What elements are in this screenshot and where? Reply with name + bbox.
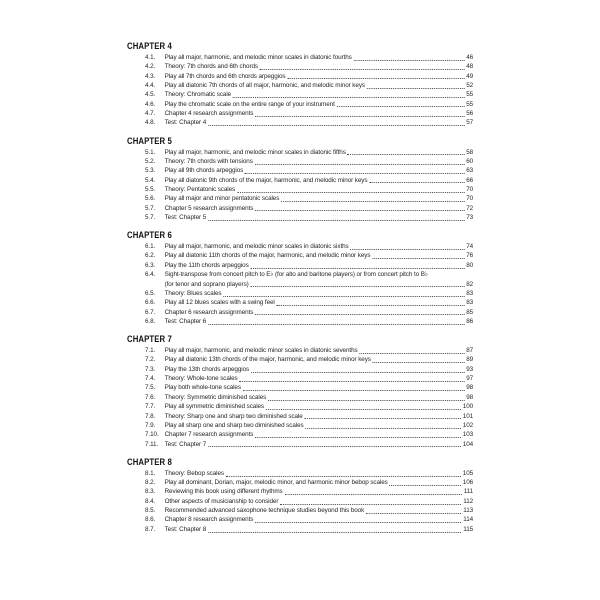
dot-leader <box>369 182 464 183</box>
page-number: 114 <box>463 516 474 524</box>
toc-entry <box>145 261 473 270</box>
entry-title: Theory: 7th chords and 6th chords <box>164 63 258 71</box>
entry-title: Recommended advanced saxophone technique studies beyond this book <box>164 507 365 515</box>
dot-leader <box>372 258 464 259</box>
page-number: 66 <box>466 176 474 184</box>
entry-number: 8.4. <box>145 497 156 505</box>
entry-number: 6.3. <box>145 261 156 269</box>
entry-number: 5.1. <box>145 148 156 156</box>
entry-title: Theory: Pentatonic scales <box>164 185 236 193</box>
entry-title: Play all major, harmonic, and melodic minor scales in diatonic fourths <box>164 53 352 61</box>
dot-leader <box>367 88 464 89</box>
dot-leader <box>208 125 464 126</box>
entry-number: 7.7. <box>145 403 156 411</box>
dot-leader <box>260 69 464 70</box>
dot-leader <box>208 220 464 221</box>
page-number: 70 <box>466 185 474 193</box>
toc-entry <box>145 251 473 260</box>
page-number: 63 <box>466 167 474 175</box>
entry-title: Play all major, harmonic, and melodic minor scales in diatonic sevenths <box>164 347 358 355</box>
toc-entry <box>145 440 473 449</box>
toc-entry-continuation <box>145 280 473 289</box>
dot-leader <box>243 390 465 391</box>
toc-entry <box>145 194 473 203</box>
dot-leader <box>255 314 464 315</box>
page-number: 98 <box>466 393 474 401</box>
dot-leader <box>280 504 461 505</box>
entry-title: Test: Chapter 8 <box>164 525 207 533</box>
entry-number: 8.6. <box>145 516 156 524</box>
chapter-block <box>127 230 473 326</box>
dot-leader <box>208 532 461 533</box>
entry-title: Theory: Blues scales <box>164 289 222 297</box>
dot-leader <box>251 268 465 269</box>
toc-entry <box>145 118 473 127</box>
page-number: 112 <box>463 497 474 505</box>
entry-number: 4.1. <box>145 53 156 61</box>
dot-leader <box>359 353 464 354</box>
page-number: 55 <box>466 100 474 108</box>
dot-leader <box>284 494 461 495</box>
entry-title: Test: Chapter 5 <box>164 213 207 221</box>
dot-leader <box>281 201 464 202</box>
toc-entry <box>145 374 473 383</box>
page-number: 76 <box>466 252 474 260</box>
toc-entry <box>145 53 473 62</box>
chapter-heading: CHAPTER 6 <box>127 230 172 242</box>
entry-number: 5.2. <box>145 157 156 165</box>
dot-leader <box>255 522 461 523</box>
chapter-items <box>145 242 473 326</box>
chapter-heading: CHAPTER 7 <box>127 334 172 346</box>
page-number: 83 <box>466 299 474 307</box>
dot-leader <box>268 400 464 401</box>
toc-entry <box>145 412 473 421</box>
entry-number: 8.2. <box>145 479 156 487</box>
page-number: 80 <box>466 261 474 269</box>
toc-entry <box>145 506 473 515</box>
entry-number: 4.2. <box>145 63 156 71</box>
page-number: 57 <box>466 119 474 127</box>
entry-title: Theory: Chromatic scale <box>164 91 232 99</box>
entry-title: Play the chromatic scale on the entire range of your instrument <box>164 100 335 108</box>
entry-title: Play the 13th chords arpeggios <box>164 365 250 373</box>
page-number: 46 <box>466 53 474 61</box>
entry-title: Play all symmetric diminished scales <box>164 403 265 411</box>
toc-entry <box>145 355 473 364</box>
toc-entry <box>145 393 473 402</box>
page-number: 86 <box>466 317 474 325</box>
table-of-contents <box>127 33 473 540</box>
dot-leader <box>266 409 461 410</box>
dot-leader <box>255 210 464 211</box>
page-number: 113 <box>463 507 474 515</box>
dot-leader <box>255 116 464 117</box>
toc-entry <box>145 185 473 194</box>
entry-title: Play all major, harmonic, and melodic minor scales in diatonic sixths <box>164 243 349 251</box>
dot-leader <box>245 173 464 174</box>
entry-title: Theory: 7th chords with tensions <box>164 157 253 165</box>
page-number: 55 <box>466 91 474 99</box>
entry-number: 4.3. <box>145 72 156 80</box>
entry-number: 7.10. <box>145 431 159 439</box>
toc-entry <box>145 100 473 109</box>
dot-leader <box>239 381 464 382</box>
entry-number: 4.7. <box>145 109 156 117</box>
toc-entry <box>145 308 473 317</box>
chapter-block <box>127 136 473 223</box>
entry-title: Play all sharp one and sharp two diminished scales <box>164 421 304 429</box>
dot-leader <box>277 305 465 306</box>
entry-number: 5.3. <box>145 167 156 175</box>
toc-entry <box>145 365 473 374</box>
toc-entry <box>145 166 473 175</box>
entry-number: 8.1. <box>145 469 156 477</box>
toc-entry <box>145 81 473 90</box>
page-number: 72 <box>466 204 474 212</box>
entry-number: 5.7. <box>145 213 156 221</box>
entry-title: Chapter 6 research assignments <box>164 308 254 316</box>
page-number: 60 <box>466 157 474 165</box>
entry-number: 5.4. <box>145 176 156 184</box>
page-number: 49 <box>466 72 474 80</box>
entry-title: Play all diatonic 13th chords of the major, harmonic, and melodic minor keys <box>164 356 371 364</box>
dot-leader <box>350 249 464 250</box>
page-number: 115 <box>463 525 474 533</box>
page-number: 97 <box>466 375 474 383</box>
dot-leader <box>226 476 461 477</box>
entry-title: Play both whole-tone scales <box>164 384 241 392</box>
entry-number: 6.8. <box>145 317 156 325</box>
dot-leader <box>337 106 465 107</box>
page-number: 89 <box>466 356 474 364</box>
dot-leader <box>305 418 461 419</box>
chapter-block <box>127 41 473 128</box>
dot-leader <box>208 446 461 447</box>
entry-title: Chapter 5 research assignments <box>164 204 254 212</box>
toc-entry <box>145 213 473 222</box>
chapter-block <box>127 334 473 449</box>
entry-number: 8.7. <box>145 525 156 533</box>
toc-entry <box>145 204 473 213</box>
entry-number: 4.5. <box>145 91 156 99</box>
page-number: 100 <box>462 403 474 411</box>
entry-number: 7.6. <box>145 393 156 401</box>
entry-number: 8.5. <box>145 507 156 515</box>
entry-number: 6.1. <box>145 243 156 251</box>
entry-title: Play the 11th chords arpeggios <box>164 261 249 269</box>
entry-title: Sight-transpose from concert pitch to E♭ (for alto and baritone players) or from concert pitch to B♭ <box>164 271 428 279</box>
toc-entry <box>145 176 473 185</box>
toc-entry <box>145 317 473 326</box>
toc-entry <box>145 72 473 81</box>
chapter-items <box>145 148 473 223</box>
dot-leader <box>366 513 461 514</box>
entry-number: 5.7. <box>145 204 156 212</box>
page-number: 105 <box>462 469 474 477</box>
page-number: 83 <box>466 289 474 297</box>
toc-entry <box>145 289 473 298</box>
dot-leader <box>237 192 464 193</box>
entry-title: Play all diatonic 11th chords of the major, harmonic, and melodic minor keys <box>164 252 371 260</box>
dot-leader <box>255 164 465 165</box>
toc-entry <box>145 430 473 439</box>
toc-entry <box>145 421 473 430</box>
entry-title: Play all 7th chords and 6th chords arpeggios <box>164 72 286 80</box>
entry-title: Chapter 8 research assignments <box>164 516 254 524</box>
toc-entry <box>145 157 473 166</box>
page-number: 85 <box>466 308 474 316</box>
page-number: 106 <box>462 479 474 487</box>
toc-entry <box>145 469 473 478</box>
page-number: 103 <box>462 431 474 439</box>
entry-number: 5.6. <box>145 195 156 203</box>
page-number: 52 <box>466 81 474 89</box>
entry-number: 7.1. <box>145 347 156 355</box>
toc-entry <box>145 148 473 157</box>
dot-leader <box>305 428 460 429</box>
toc-entry <box>145 242 473 251</box>
entry-number: 6.2. <box>145 252 156 260</box>
toc-entry <box>145 515 473 524</box>
page-number: 101 <box>462 412 474 420</box>
entry-number: 7.3. <box>145 365 156 373</box>
dot-leader <box>208 324 464 325</box>
entry-title: Play all 12 blues scales with a swing feel <box>164 299 275 307</box>
toc-entry <box>145 270 473 279</box>
chapter-items <box>145 53 473 128</box>
entry-title: Test: Chapter 7 <box>164 440 207 448</box>
toc-entry <box>145 497 473 506</box>
entry-number: 6.6. <box>145 299 156 307</box>
toc-entry <box>145 109 473 118</box>
toc-entry <box>145 298 473 307</box>
page-number: 48 <box>466 63 474 71</box>
entry-title: Test: Chapter 6 <box>164 317 207 325</box>
page-number: 104 <box>462 440 474 448</box>
entry-number: 8.3. <box>145 488 156 496</box>
toc-entry <box>145 62 473 71</box>
entry-number: 6.7. <box>145 308 156 316</box>
entry-number: 7.4. <box>145 375 156 383</box>
entry-title: Chapter 7 research assignments <box>164 431 254 439</box>
entry-title: Play all major, harmonic, and melodic minor scales in diatonic fifths <box>164 148 346 156</box>
page-number: 74 <box>466 243 474 251</box>
page-number: 111 <box>463 488 474 496</box>
page-number: 56 <box>466 109 474 117</box>
entry-number: 4.4. <box>145 81 156 89</box>
entry-title: Play all 9th chords arpeggios <box>164 167 244 175</box>
toc-entry <box>145 346 473 355</box>
page-number: 87 <box>466 347 474 355</box>
chapter-heading: CHAPTER 8 <box>127 456 172 468</box>
page-number: 58 <box>466 148 474 156</box>
toc-entry <box>145 402 473 411</box>
dot-leader <box>390 485 461 486</box>
entry-title: Test: Chapter 4 <box>164 119 207 127</box>
entry-title: Play all major and minor pentatonic scales <box>164 195 280 203</box>
dot-leader <box>348 154 465 155</box>
toc-entry <box>145 525 473 534</box>
page-number: 102 <box>462 421 474 429</box>
entry-title: Other aspects of musicianship to consider <box>164 497 279 505</box>
dot-leader <box>251 372 464 373</box>
entry-title: Theory: Whole-tone scales <box>164 375 238 383</box>
toc-entry <box>145 90 473 99</box>
chapter-block <box>127 457 473 534</box>
entry-title: Theory: Sharp one and sharp two diminished scale <box>164 412 303 420</box>
page-number: 82 <box>466 280 474 288</box>
entry-title-continuation: (for tenor and soprano players) <box>164 280 249 288</box>
chapter-items <box>145 346 473 449</box>
page-number: 98 <box>466 384 474 392</box>
entry-title: Reviewing this book using different rhythms <box>164 488 283 496</box>
entry-number: 7.11. <box>145 440 159 448</box>
entry-number: 4.6. <box>145 100 156 108</box>
dot-leader <box>373 362 465 363</box>
entry-number: 6.5. <box>145 289 156 297</box>
dot-leader <box>287 78 464 79</box>
entry-title: Theory: Symmetric diminished scales <box>164 393 267 401</box>
dot-leader <box>354 60 465 61</box>
dot-leader <box>223 296 464 297</box>
toc-entry <box>145 383 473 392</box>
chapter-items <box>145 469 473 534</box>
entry-title: Theory: Bebop scales <box>164 469 224 477</box>
entry-number: 7.8. <box>145 412 156 420</box>
entry-number: 5.5. <box>145 185 156 193</box>
page-number: 73 <box>466 213 474 221</box>
entry-number: 7.5. <box>145 384 156 392</box>
entry-number: 6.4. <box>145 271 156 279</box>
entry-number: 7.9. <box>145 421 156 429</box>
page-number: 93 <box>466 365 474 373</box>
toc-entry <box>145 487 473 496</box>
entry-number: 7.2. <box>145 356 156 364</box>
entry-title: Play all dominant, Dorian, major, melodic minor, and harmonic minor bebop scales <box>164 479 388 487</box>
chapter-heading: CHAPTER 5 <box>127 135 172 147</box>
entry-title: Play all diatonic 7th chords of all major, harmonic, and melodic minor keys <box>164 81 365 89</box>
toc-entry <box>145 478 473 487</box>
chapter-heading: CHAPTER 4 <box>127 40 172 52</box>
entry-title: Chapter 4 research assignments <box>164 109 254 117</box>
entry-number: 4.8. <box>145 119 156 127</box>
dot-leader <box>233 97 464 98</box>
page-number: 70 <box>466 195 474 203</box>
dot-leader <box>255 437 461 438</box>
entry-title: Play all diatonic 9th chords of the major, harmonic, and melodic minor keys <box>164 176 368 184</box>
dot-leader <box>251 286 465 287</box>
